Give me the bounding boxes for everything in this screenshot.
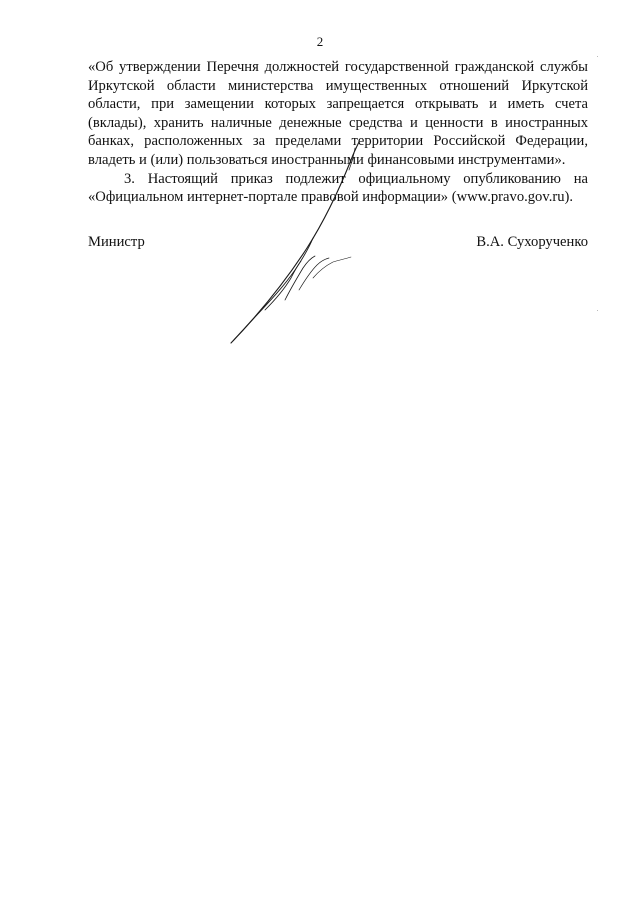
scan-speck (597, 310, 598, 311)
paragraph-publication: 3. Настоящий приказ подлежит официальному опубликованию на «Официальном интернет-портале правовой информации» (www.pravo.gov.ru). (88, 170, 588, 206)
signer-name: В.А. Сухорученко (476, 234, 588, 250)
page-number: 2 (316, 34, 324, 49)
scan-speck (597, 56, 598, 57)
paragraph-continuation: «Об утверждении Перечня должностей государственной гражданской службы Иркутской области министерства имущественных отношений Иркутской области, при замещении которых запрещается открывать и иметь счета (вклады), хранить наличные денежные средства и ценности в иностранных банках, расположенных за пределами территории Российской Федерации, владеть и (или) пользоваться иностранными финансовыми инструментами». (88, 59, 588, 168)
handwritten-signature (225, 140, 365, 350)
signer-title: Министр (88, 234, 145, 250)
